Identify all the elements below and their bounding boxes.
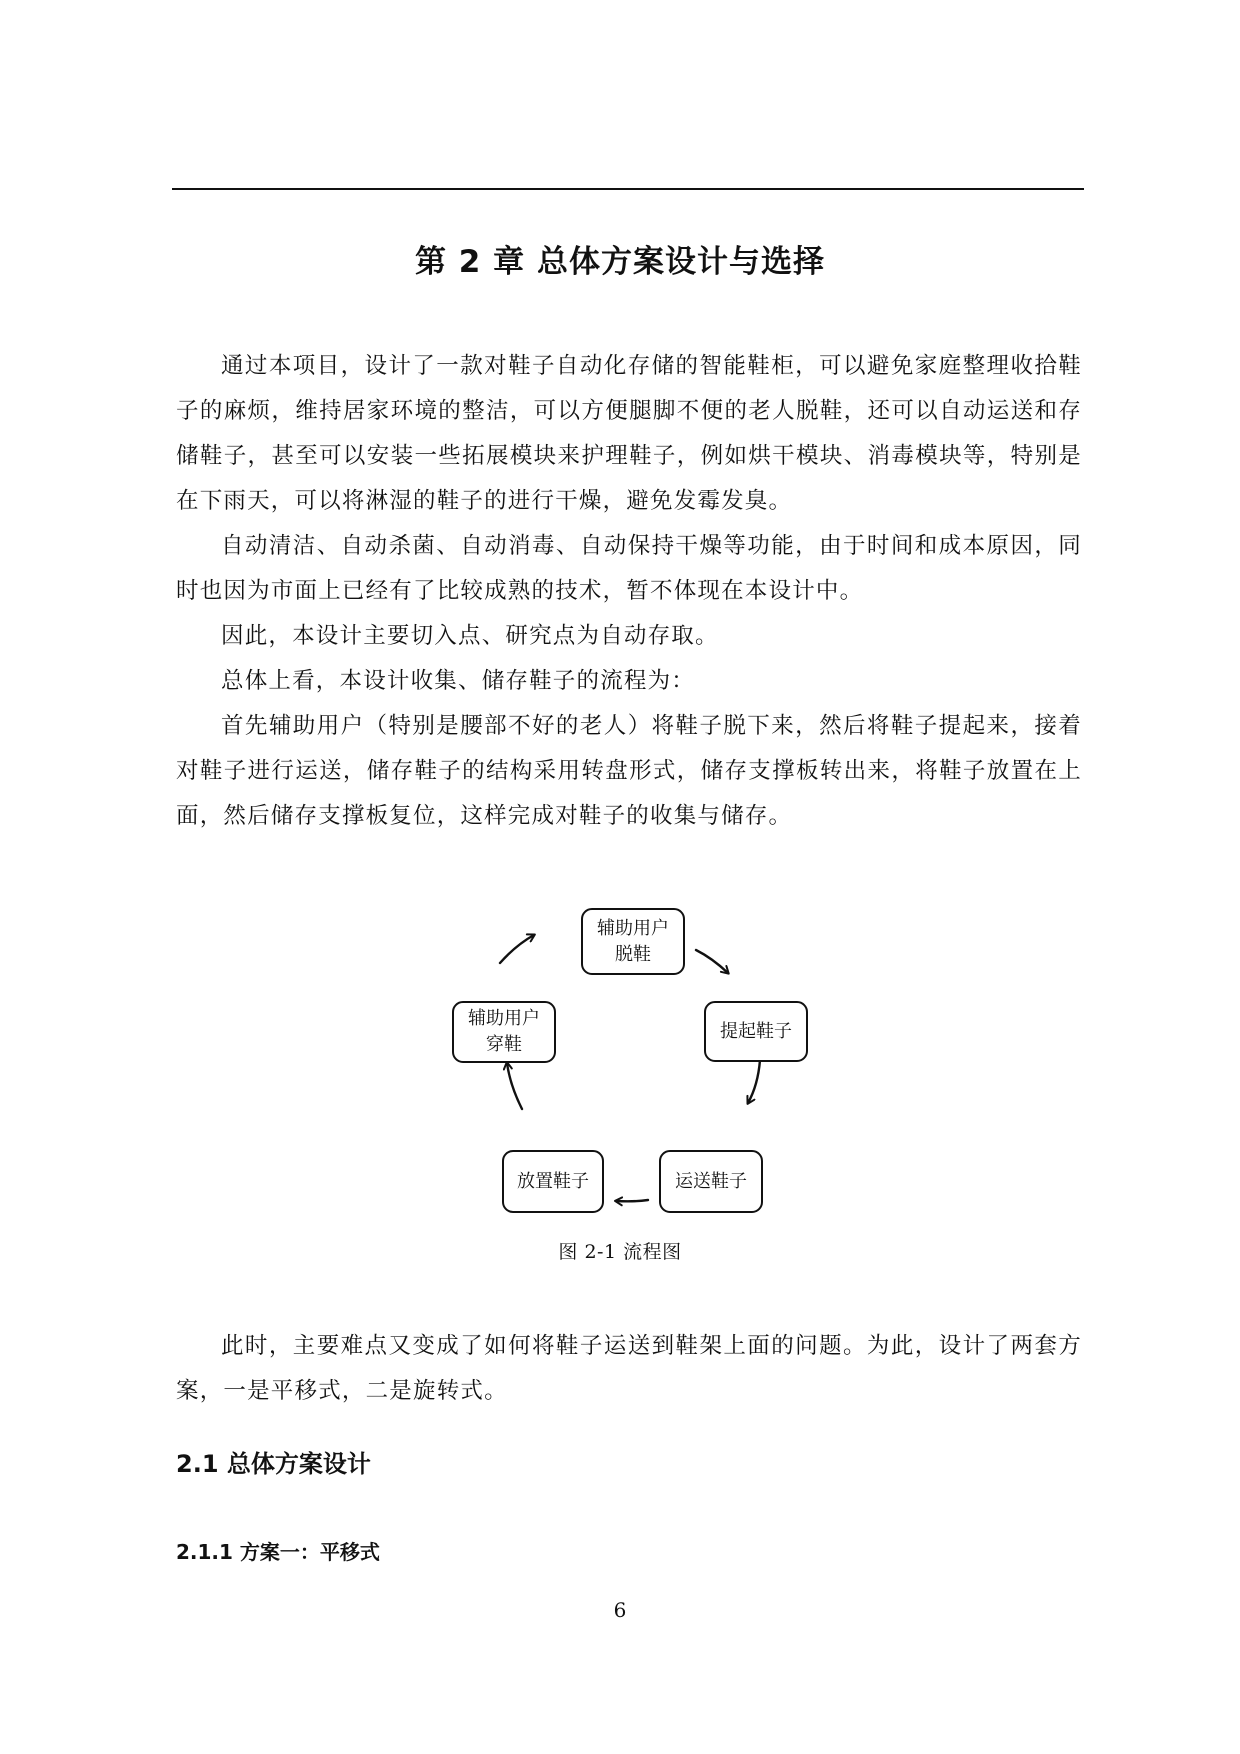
paragraph: 首先辅助用户（特别是腰部不好的老人）将鞋子脱下来，然后将鞋子提起来，接着对鞋子进行运送，储存鞋子的结构采用转盘形式，储存支撑板转出来，将鞋子放置在上面，然后储存支撑板复位，这样完成对鞋子的收集与储存。 bbox=[176, 713, 1082, 829]
flow-node-lift-shoes: 提起鞋子 bbox=[704, 1001, 808, 1062]
arrow-icon bbox=[696, 950, 728, 973]
paragraph: 总体上看，本设计收集、储存鞋子的流程为： bbox=[221, 668, 696, 694]
paragraph: 自动清洁、自动杀菌、自动消毒、自动保持干燥等功能，由于时间和成本原因，同时也因为市面上已经有了比较成熟的技术，暂不体现在本设计中。 bbox=[176, 533, 1082, 604]
header-rule bbox=[172, 188, 1084, 190]
intro-text bbox=[176, 344, 1082, 839]
page-number: 6 bbox=[613, 1598, 627, 1622]
figure-caption: 图 2-1 流程图 bbox=[558, 1241, 682, 1263]
flow-diagram bbox=[440, 895, 820, 1225]
arrow-icon bbox=[748, 1060, 760, 1103]
post-figure-text bbox=[176, 1324, 1082, 1414]
paragraph: 因此，本设计主要切入点、研究点为自动存取。 bbox=[221, 623, 719, 649]
flow-node-put-on-shoes: 辅助用户 穿鞋 bbox=[452, 1001, 556, 1063]
subsection-heading: 2.1.1 方案一：平移式 bbox=[176, 1540, 380, 1564]
paragraph: 此时，主要难点又变成了如何将鞋子运送到鞋架上面的问题。为此，设计了两套方案，一是平移式，二是旋转式。 bbox=[176, 1333, 1082, 1404]
arrow-icon bbox=[500, 935, 534, 963]
section-heading: 2.1 总体方案设计 bbox=[176, 1450, 371, 1478]
flow-node-place-shoes: 放置鞋子 bbox=[502, 1150, 604, 1213]
chapter-title: 第 2 章 总体方案设计与选择 bbox=[415, 244, 825, 280]
flow-node-transport-shoes: 运送鞋子 bbox=[659, 1150, 763, 1213]
paragraph: 通过本项目，设计了一款对鞋子自动化存储的智能鞋柜，可以避免家庭整理收拾鞋子的麻烦，维持居家环境的整洁，可以方便腿脚不便的老人脱鞋，还可以自动运送和存储鞋子，甚至可以安装一些拓展模块来护理鞋子，例如烘干模块、消毒模块等，特别是在下雨天，可以将淋湿的鞋子的进行干燥，避免发霉发臭。 bbox=[176, 353, 1082, 514]
flow-node-take-off-shoes: 辅助用户 脱鞋 bbox=[581, 908, 685, 975]
arrow-icon bbox=[507, 1063, 522, 1109]
arrow-icon bbox=[616, 1200, 648, 1201]
